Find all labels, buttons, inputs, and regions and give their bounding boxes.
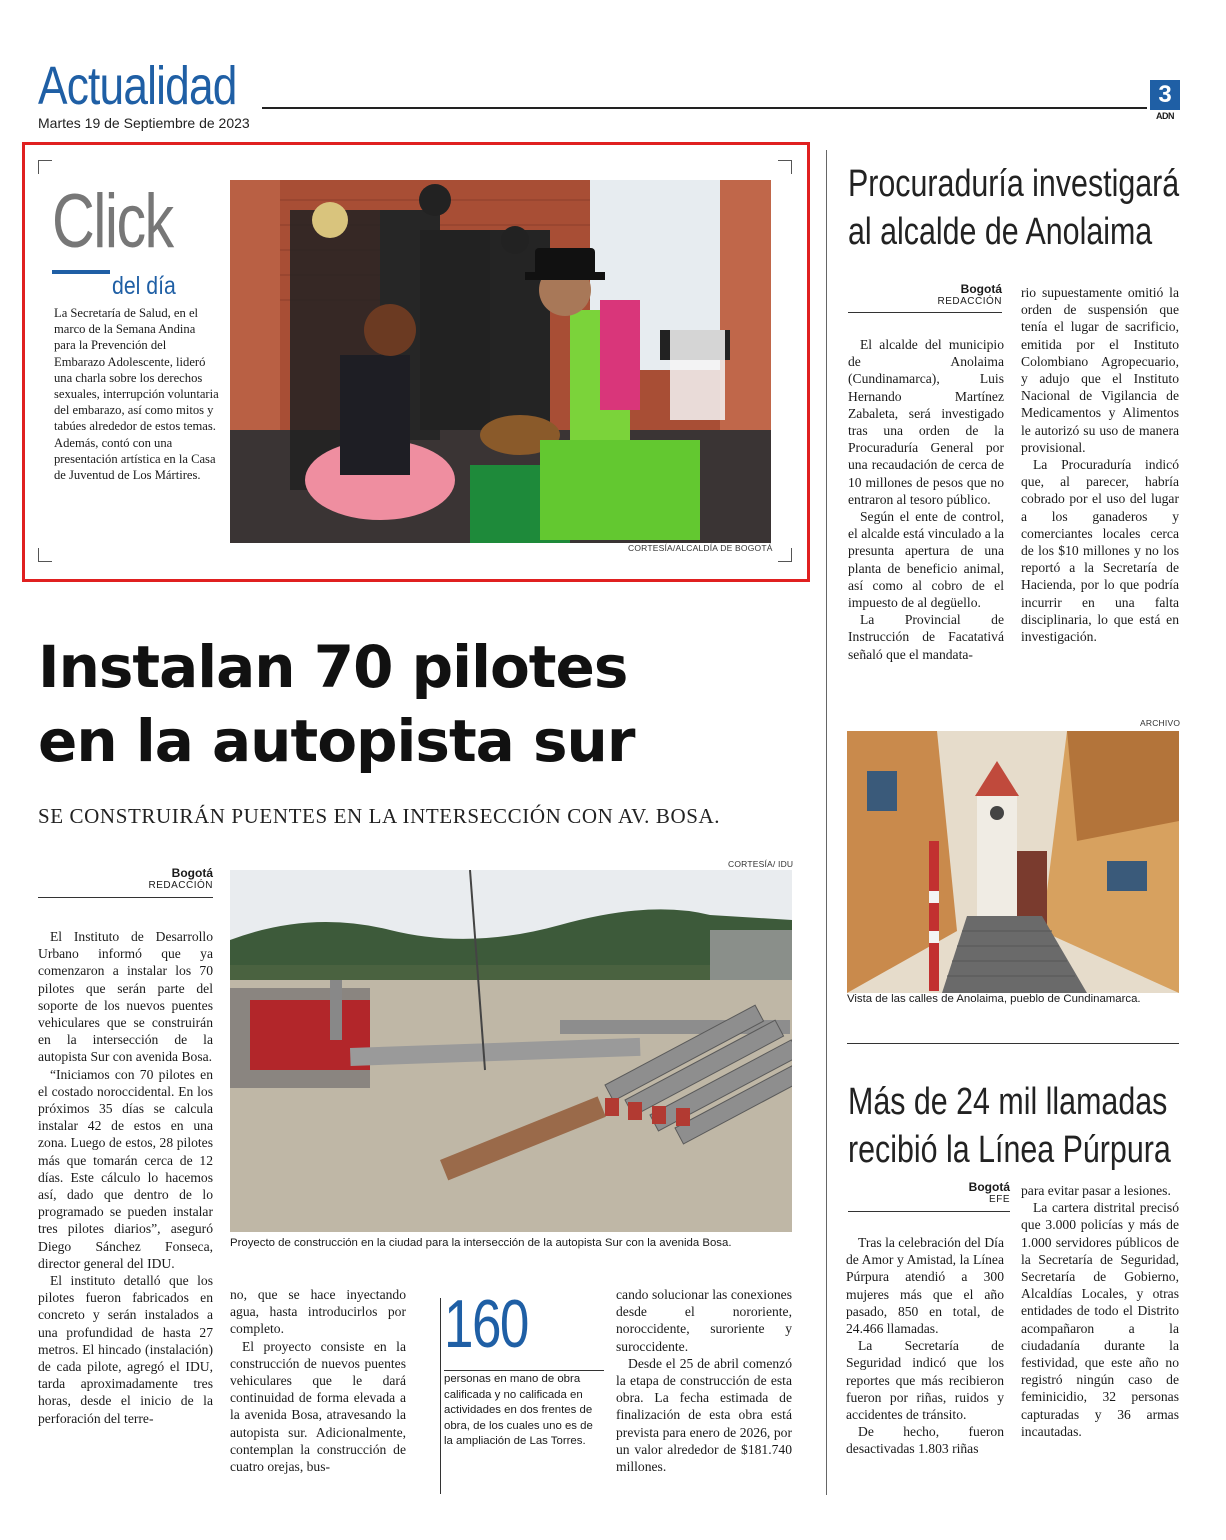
anolaima-photo-caption: Vista de las calles de Anolaima, pueblo de Cundinamarca. (847, 993, 1141, 1005)
click-rule (52, 270, 110, 274)
main-col-1 (38, 928, 213, 1427)
anolaima-headline (848, 160, 1179, 256)
purpura-byline-city: Bogotá (968, 1180, 1010, 1194)
main-headline (38, 630, 798, 778)
purpura-byline (848, 1180, 1010, 1205)
main-headline-line2: en la autopista sur (38, 707, 635, 775)
main-byline-source: REDACCIÓN (148, 880, 213, 891)
anolaima-col-1 (848, 336, 1004, 663)
main-col-2 (230, 1286, 406, 1475)
purpura-col1-p3: De hecho, fueron desactivadas 1.803 riñas (846, 1424, 1004, 1457)
main-byline-rule (38, 897, 213, 898)
click-photo-credit: CORTESÍA/ALCALDÍA DE BOGOTÁ (628, 543, 773, 553)
main-col2-p2: El proyecto consiste en la construcción de nuevos puentes vehiculares que le dará continuidad de forma elevada a la avenida Bosa, atravesando la autopista sur. Adicionalmente, contemplan la construcción de cuatro orejas, bus- (230, 1338, 406, 1475)
anolaima-photo (847, 731, 1179, 993)
main-headline-line1: Instalan 70 pilotes (38, 633, 628, 701)
click-text: La Secretaría de Salud, en el marco de la Semana Andina para la Prevención del Embarazo Adolescente, lideró una charla sobre los derechos sexuales, interrupción voluntaria del embarazo, así como mitos y tabúes alrededor de estos temas. Además, contó con una presentación artística en la Casa de Juventud de Los Mártires. (54, 306, 219, 483)
purpura-headline-line2: recibió la Línea Púrpura (848, 1129, 1171, 1171)
anolaima-col-2 (1021, 284, 1179, 645)
main-col1-p1: El Instituto de Desarrollo Urbano informó que ya comenzaron a instalar los 70 pilotes que serán parte del soporte de los nuevos puentes vehiculares que se construirán en la intersección de la autopista Sur con avenida Bosa. (38, 929, 213, 1065)
anolaima-col1-p2: Según el ente de control, el alcalde está vinculado a la presunta apertura de una planta de beneficio animal, así como al cobro de el impuesto de al degüello. (848, 509, 1004, 611)
brand-logo: ADN (1156, 111, 1174, 121)
main-subhead: SE CONSTRUIRÁN PUENTES EN LA INTERSECCIÓN CON AV. BOSA. (38, 804, 721, 828)
frame-corner-tr (778, 160, 792, 174)
section-title: Actualidad (38, 56, 237, 116)
main-col2-p1: no, que se hace inyectando agua, hasta introducirlos por completo. (230, 1287, 406, 1337)
anolaima-byline-source: REDACCIÓN (937, 296, 1002, 307)
purpura-headline (848, 1078, 1171, 1174)
stat-text: personas en mano de obra calificada y no calificada en actividades en dos frentes de obra, de los cuales uno es de la ampliación de Las Torres. (444, 1373, 593, 1448)
idu-photo-caption: Proyecto de construcción en la ciudad para la intersección de la autopista Sur con la avenida Bosa. (230, 1237, 732, 1249)
main-col-4 (616, 1286, 792, 1475)
page-number: 3 (1150, 80, 1180, 110)
purpura-col1-p1: Tras la celebración del Día de Amor y Amistad, la Línea Púrpura atendió a 300 mujeres más que el año pasado, 850 en total, de 24.466 llamadas. (846, 1235, 1004, 1337)
main-col1-p3: El instituto detalló que los pilotes fueron fabricados en concreto y serán instalados a una profundidad de hasta 27 metros. El hincado (instalación) de cada pilote, agregó el IDU, tarda aproximadamente tres horas, desde el inicio de la perforación del terre- (38, 1273, 213, 1426)
anolaima-photo-illustration (847, 731, 1179, 993)
purpura-byline-source: EFE (989, 1194, 1010, 1205)
stat-rule (444, 1370, 604, 1371)
main-byline (38, 866, 213, 891)
anolaima-byline-rule (848, 312, 1002, 313)
anolaima-col2-p2: La Procuraduría indicó que, al parecer, habría cobrado por el uso del lugar a los ganaderos y comerciantes locales cerca de los $10 millones y no los reportó a la Secretaría de Hacienda, por lo que podría incurrir en una falta disciplinaria, lo que está en investigación. (1021, 457, 1179, 645)
purpura-col2-p1: para evitar pasar a lesiones. (1021, 1183, 1171, 1198)
anolaima-headline-line2: al alcalde de Anolaima (848, 211, 1153, 253)
purpura-col1-p2: La Secretaría de Seguridad indicó que los reportes que más recibieron fueron por riñas, ruidos y accidentes de tránsito. (846, 1338, 1004, 1423)
main-col4-p1: cando solucionar las conexiones desde el nororiente, noroccidente, suroriente y suroccidente. (616, 1287, 792, 1354)
click-subtitle: del día (112, 272, 176, 300)
anolaima-col1-p3: La Provincial de Instrucción de Facatativá señaló que el mandata- (848, 612, 1004, 662)
frame-corner-bl (38, 548, 52, 562)
anolaima-byline (848, 282, 1002, 307)
header-rule (262, 107, 1147, 109)
stat-number: 160 (444, 1286, 528, 1362)
purpura-top-rule (847, 1043, 1179, 1044)
idu-photo (230, 870, 792, 1232)
frame-corner-br (778, 548, 792, 562)
idu-photo-credit: CORTESÍA/ IDU (728, 859, 794, 869)
click-title: Click (52, 179, 173, 264)
issue-date: Martes 19 de Septiembre de 2023 (38, 115, 250, 131)
anolaima-byline-city: Bogotá (960, 282, 1002, 296)
purpura-byline-rule (848, 1211, 1010, 1212)
frame-corner-tl (38, 160, 52, 174)
purpura-col-1 (846, 1234, 1004, 1458)
purpura-col-2 (1021, 1182, 1179, 1440)
main-col1-p2: “Iniciamos con 70 pilotes en el costado noroccidental. En los próximos 35 días se calcula instalar 42 de estos en una zona. Luego de estos, 28 pilotes más que tomarán cerca de 12 días. Este cálculo lo hacemos así, dado que dentro de lo programado se pueden instalar tres pilotes diarios”, aseguró Diego Sánchez Fonseca, director general del IDU. (38, 1066, 213, 1271)
purpura-headline-line1: Más de 24 mil llamadas (848, 1081, 1168, 1123)
anolaima-col1-p1: El alcalde del municipio de Anolaima (Cundinamarca), Luis Hernando Martínez Zabaleta, será investigado tras una orden de la Procuraduría General por una recaudación de cerca de 10 millones de pesos que no entraron al tesoro público. (848, 337, 1004, 507)
click-photo-illustration (230, 180, 771, 543)
purpura-col2-p2: La cartera distrital precisó que 3.000 policías y más de 1.000 servidores públicos de la Secretaría de Seguridad, Secretaría de Gobierno, Alcaldías Locales, y otras entidades de todo el Distrito acompañaron a la ciudadanía durante la festividad, que este año no registró ningún caso de feminicidio, 32 personas capturadas y 36 armas incautadas. (1021, 1200, 1179, 1439)
anolaima-col2-p1: rio supuestamente omitió la orden de suspensión que tenía el lugar de sacrificio, emitida por el Instituto Colombiano Agropecuario, y adujo que el Instituto Nacional de Vigilancia de Medicamentos y Alimentos le autorizó su uso de manera provisional. (1021, 285, 1179, 455)
stat-left-rule (440, 1298, 441, 1494)
anolaima-photo-credit: ARCHIVO (1140, 718, 1181, 728)
click-photo (230, 180, 771, 543)
main-col4-p2: Desde el 25 de abril comenzó la etapa de construcción de esta obra. La fecha estimada de finalización de esta obra está prevista para enero de 2026, por un valor alrededor de $181.740 millones. (616, 1355, 792, 1475)
column-divider (826, 150, 827, 1495)
anolaima-headline-line1: Procuraduría investigará (848, 163, 1180, 205)
idu-photo-illustration (230, 870, 792, 1232)
main-byline-city: Bogotá (171, 866, 213, 880)
